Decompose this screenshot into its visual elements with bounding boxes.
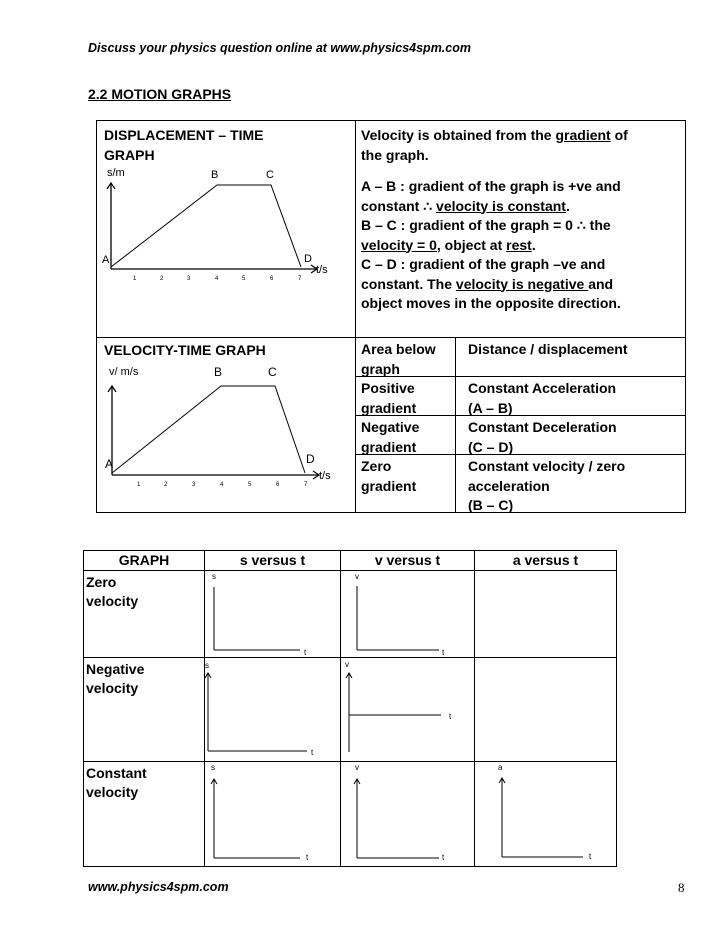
header-a-vs-t: a versus t <box>512 552 579 568</box>
page-header: Discuss your physics question online at www.physics4spm.com <box>88 41 471 55</box>
vt-row-left: Area below graph <box>361 341 436 377</box>
blank-v-t-axes <box>341 571 473 657</box>
vt-row-right: Constant Acceleration (A – B) <box>468 380 617 416</box>
row-label-constant-velocity: Constant velocity <box>86 765 147 800</box>
x-tick: 2 <box>160 276 164 282</box>
t-axis-label: t <box>442 648 445 657</box>
vt-row-left: Positive gradient <box>361 380 417 416</box>
v-axis-label: v <box>355 763 359 772</box>
s-axis-label: s <box>212 572 216 581</box>
x-axis-label: t/s <box>316 264 328 276</box>
t-axis-label: t <box>306 853 309 862</box>
footer-url: www.physics4spm.com <box>88 880 229 894</box>
header-s-vs-t: s versus t <box>239 552 306 568</box>
point-c: C <box>266 169 274 181</box>
x-tick: 1 <box>137 482 141 488</box>
a-axis-label: a <box>498 763 503 772</box>
sub-column-divider <box>455 337 456 512</box>
v-axis-label: v <box>355 572 359 581</box>
point-b: B <box>214 365 223 379</box>
t-axis-label: t <box>449 712 452 721</box>
x-tick: 3 <box>187 276 191 282</box>
graph-types-table <box>83 550 617 867</box>
motion-graphs-table <box>96 120 686 513</box>
t-axis-label: t <box>589 852 592 861</box>
velocity-time-title: VELOCITY-TIME GRAPH <box>104 342 266 358</box>
displacement-time-title: DISPLACEMENT – TIME GRAPH <box>104 127 264 163</box>
x-tick: 2 <box>164 482 168 488</box>
y-axis-label: v/ m/s <box>109 366 139 378</box>
t-axis-label: t <box>442 853 445 862</box>
x-tick: 5 <box>248 482 252 488</box>
vt-row-left: Negative gradient <box>361 419 420 455</box>
y-axis-label: s/m <box>107 167 125 179</box>
x-tick: 7 <box>304 482 308 488</box>
displacement-time-graph <box>101 165 341 282</box>
x-tick: 6 <box>276 482 280 488</box>
header-v-vs-t: v versus t <box>374 552 441 568</box>
point-c: C <box>268 365 277 379</box>
blank-a-t-axes <box>475 762 615 866</box>
header-graph: GRAPH <box>118 552 170 568</box>
row-label-zero-velocity: Zero velocity <box>86 574 139 609</box>
s-axis-label: s <box>211 763 215 772</box>
velocity-time-graph <box>101 362 345 488</box>
vt-row-left: Zero gradient <box>361 458 417 494</box>
t-axis-label: t <box>304 648 307 657</box>
point-d: D <box>306 452 315 466</box>
v-axis-label: v <box>345 660 349 669</box>
page-number: 8 <box>678 880 685 895</box>
v-t-horizontal-line-graph <box>341 658 473 760</box>
s-axis-label: s <box>205 661 209 670</box>
x-axis-label: t/s <box>319 470 331 482</box>
vt-row-right: Constant velocity / zero acceleration (B – C) <box>468 458 626 513</box>
x-tick: 4 <box>220 482 224 488</box>
motion-line <box>111 185 301 267</box>
point-a: A <box>105 457 114 471</box>
blank-s-t-axes <box>205 571 339 657</box>
x-tick: 6 <box>270 276 274 282</box>
point-a: A <box>102 254 110 266</box>
point-d: D <box>304 253 312 265</box>
x-tick: 3 <box>192 482 196 488</box>
blank-s-t-axes <box>205 762 339 866</box>
x-tick: 5 <box>242 276 246 282</box>
vt-row-right: Constant Deceleration (C – D) <box>468 419 617 455</box>
blank-v-t-axes <box>341 762 473 866</box>
displacement-time-explanation: Velocity is obtained from the gradient of the graph. A – B : gradient of the graph is +ve and constant ∴ velocity is constant. B – C : gradient of the graph = 0 ∴ the velocity = 0, object at rest. C – D : gradient of the graph –ve and constant. The velocity is negative and object moves in the opposite direction. <box>361 127 628 311</box>
x-tick: 1 <box>133 276 137 282</box>
vt-row-right: Distance / displacement <box>468 341 628 357</box>
row-divider <box>97 337 685 338</box>
t-axis-label: t <box>311 748 314 757</box>
row-label-negative-velocity: Negative velocity <box>86 661 145 696</box>
x-tick: 7 <box>298 276 302 282</box>
x-tick: 4 <box>215 276 219 282</box>
point-b: B <box>211 169 219 181</box>
blank-s-t-axes <box>205 658 339 760</box>
motion-line <box>112 386 305 473</box>
section-title: 2.2 MOTION GRAPHS <box>88 86 232 102</box>
